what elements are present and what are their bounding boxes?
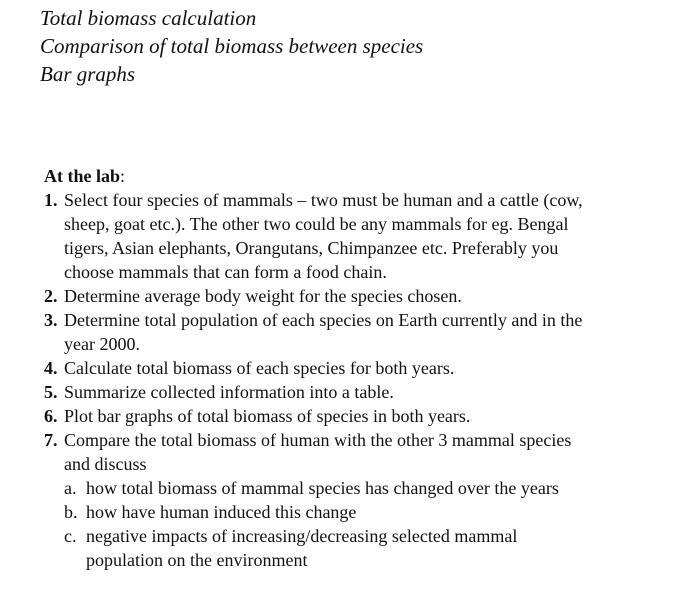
lab-substep-a bbox=[64, 476, 684, 500]
substep-text: negative impacts of increasing/decreasing selected mammal population on the environment bbox=[86, 526, 518, 570]
lab-step-1 bbox=[44, 188, 684, 284]
step-number: 4. bbox=[44, 358, 58, 378]
step-text: Select four species of mammals – two must be human and a cattle (cow, sheep, goat etc.). The other two could be any mammals for eg. Bengal tigers, Asian elephants, Orangutans, Chimpanzee etc. Preferably you choose mammals that can form a food chain. bbox=[64, 190, 583, 282]
lab-section bbox=[44, 164, 684, 572]
substep-text: how total biomass of mammal species has changed over the years bbox=[86, 478, 559, 498]
lab-heading-text: At the lab bbox=[44, 166, 120, 186]
lab-step-7 bbox=[44, 428, 684, 476]
objectives-list bbox=[40, 4, 423, 88]
substep-text: how have human induced this change bbox=[86, 502, 357, 522]
substep-letter: a. bbox=[64, 478, 77, 498]
step-number: 5. bbox=[44, 382, 58, 402]
step-number: 3. bbox=[44, 310, 58, 330]
step-text: Calculate total biomass of each species for both years. bbox=[64, 358, 455, 378]
lab-step-3 bbox=[44, 308, 684, 356]
lab-step-6 bbox=[44, 404, 684, 428]
lab-substeps-list bbox=[44, 476, 684, 572]
step-text: Compare the total biomass of human with the other 3 mammal species and discuss bbox=[64, 430, 572, 474]
objective-item: Comparison of total biomass between species bbox=[40, 34, 424, 58]
lab-substep-c bbox=[64, 524, 684, 572]
step-number: 1. bbox=[44, 190, 58, 210]
step-text: Determine average body weight for the species chosen. bbox=[64, 286, 462, 306]
objective-item: Total biomass calculation bbox=[40, 6, 257, 30]
step-number: 7. bbox=[44, 430, 58, 450]
lab-step-4 bbox=[44, 356, 684, 380]
lab-step-2 bbox=[44, 284, 684, 308]
step-number: 6. bbox=[44, 406, 58, 426]
lab-substep-b bbox=[64, 500, 684, 524]
lab-step-5 bbox=[44, 380, 684, 404]
step-text: Plot bar graphs of total biomass of species in both years. bbox=[64, 406, 471, 426]
substep-letter: c. bbox=[64, 526, 77, 546]
objective-item: Bar graphs bbox=[40, 62, 136, 86]
step-text: Summarize collected information into a table. bbox=[64, 382, 394, 402]
substep-letter: b. bbox=[64, 502, 78, 522]
lab-steps-list bbox=[44, 188, 684, 476]
step-number: 2. bbox=[44, 286, 58, 306]
step-text: Determine total population of each species on Earth currently and in the year 2000. bbox=[64, 310, 583, 354]
lab-heading-colon: : bbox=[120, 166, 126, 186]
lab-heading bbox=[44, 164, 684, 188]
